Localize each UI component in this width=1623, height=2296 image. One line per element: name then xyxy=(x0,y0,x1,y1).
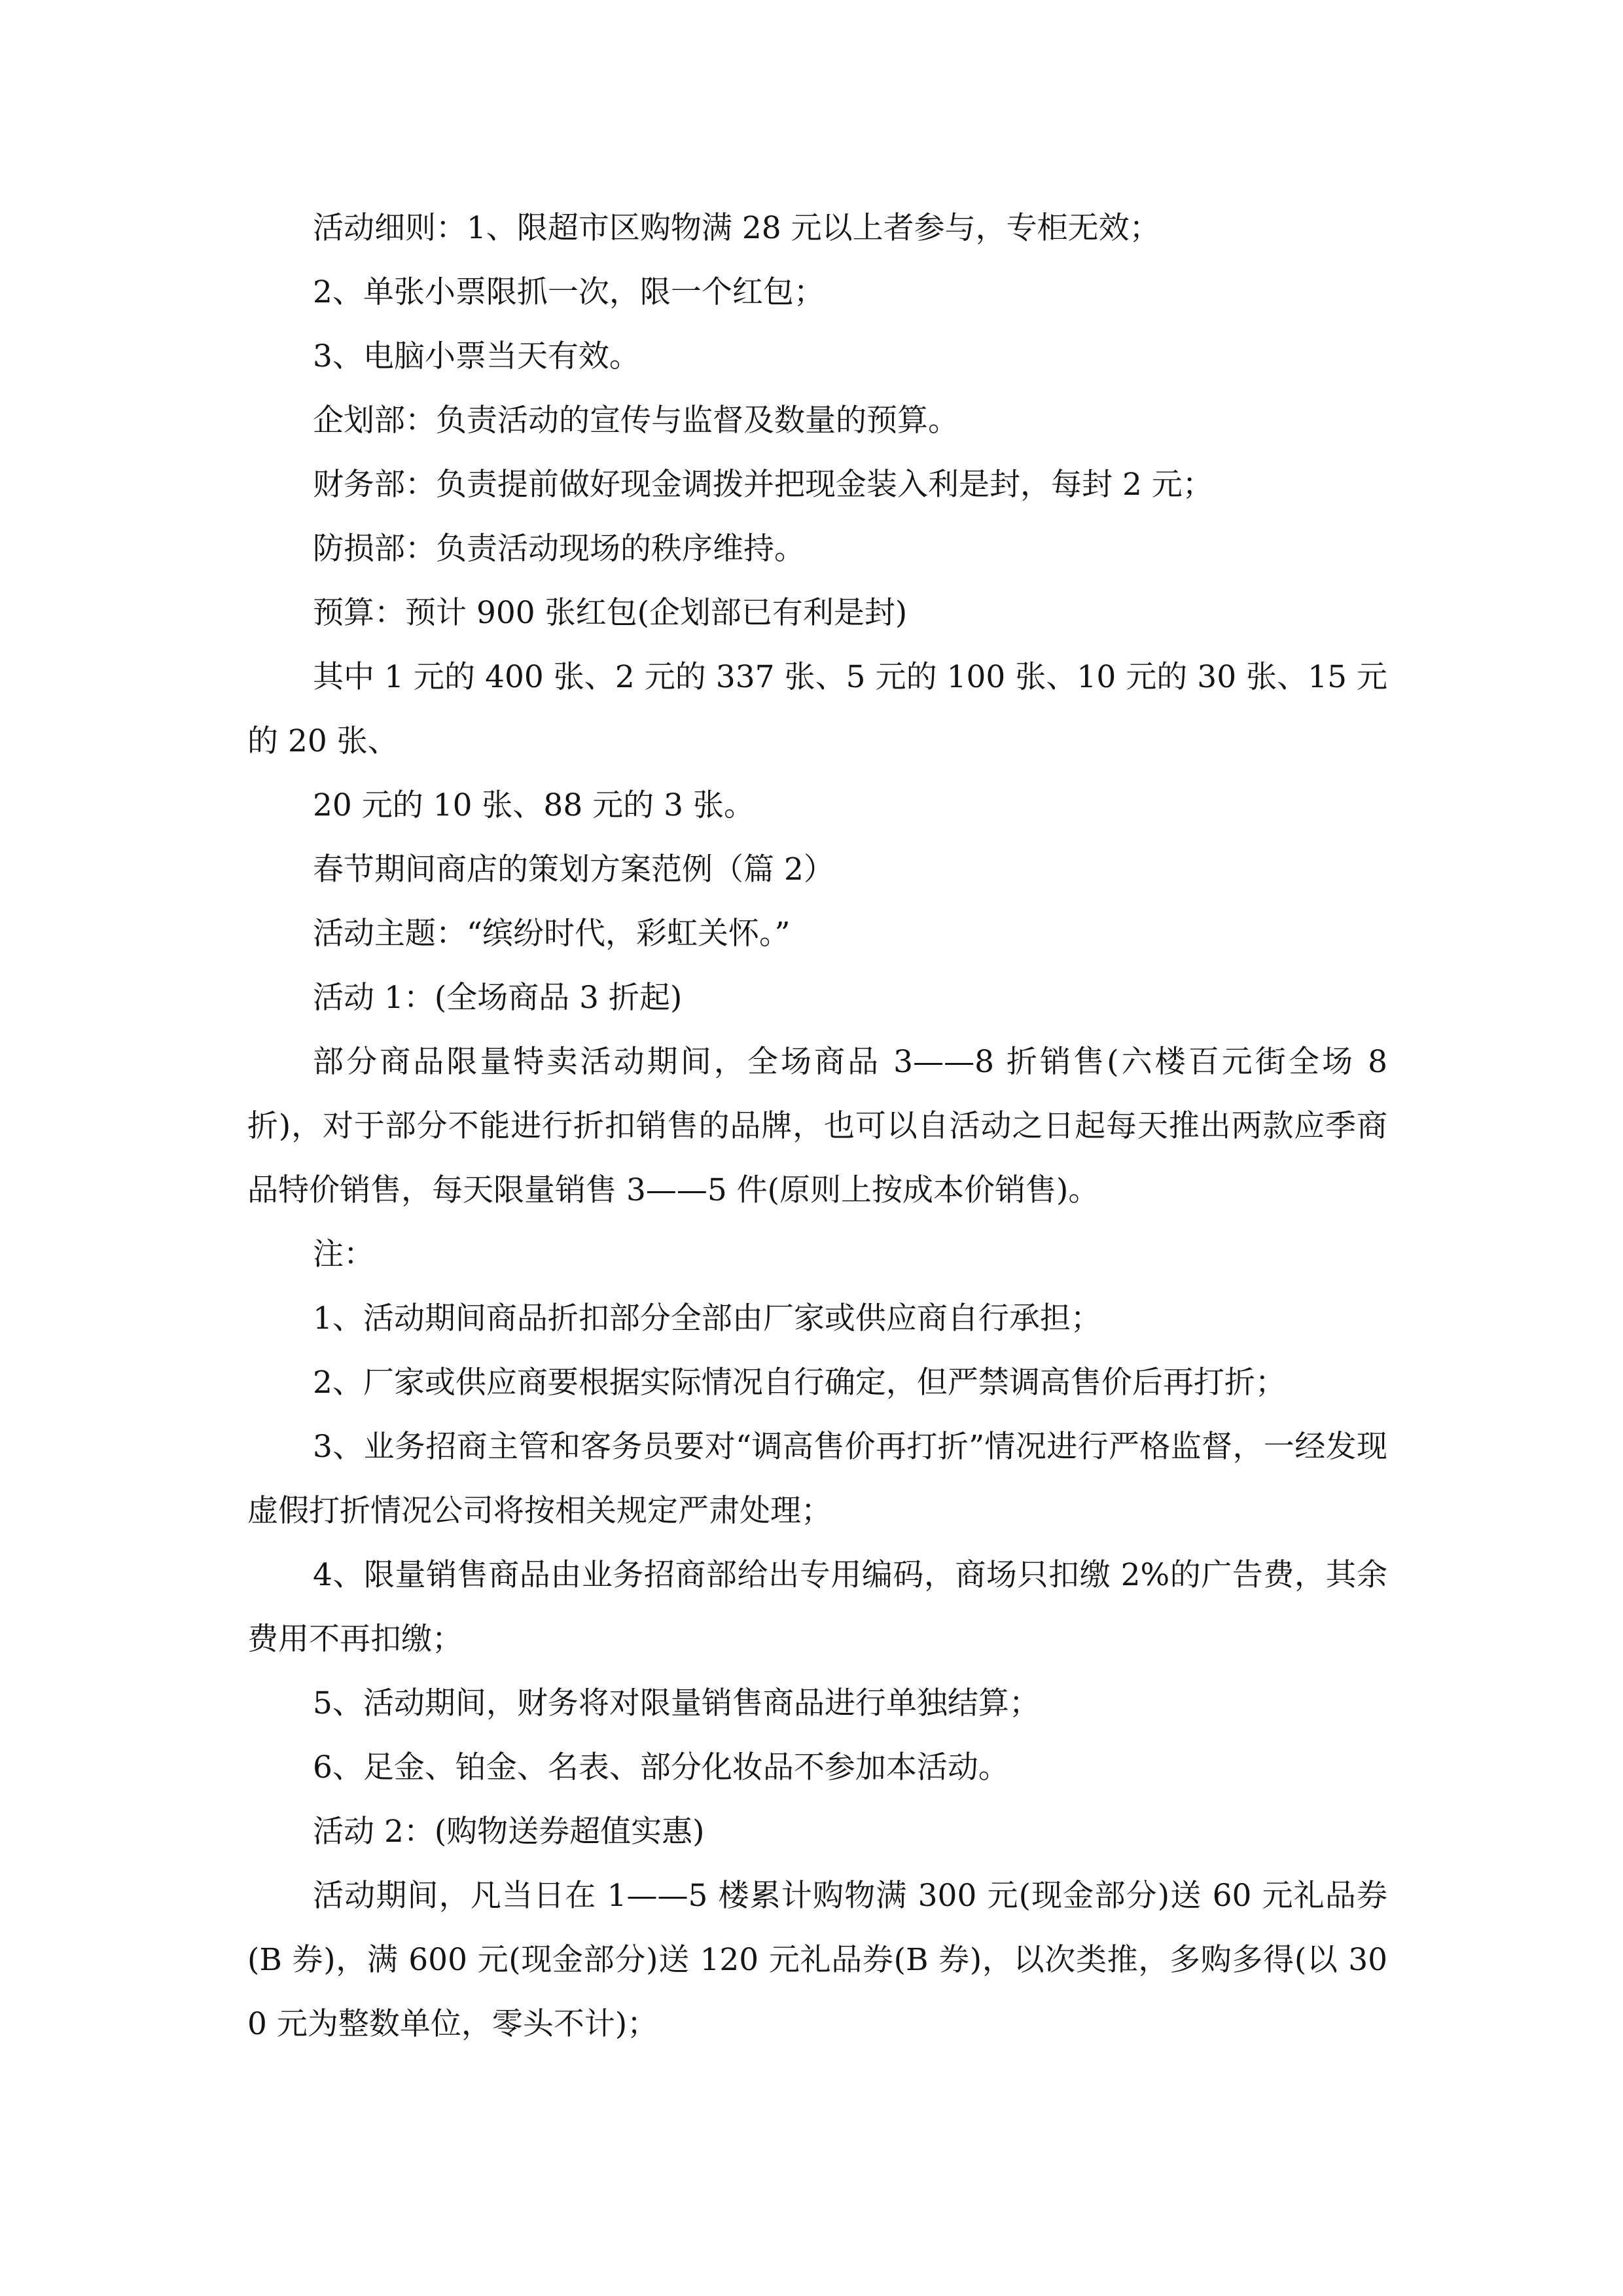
paragraph-activity-1-body: 部分商品限量特卖活动期间，全场商品 3——8 折销售(六楼百元街全场 8 折)，对于部分不能进行折扣销售的品牌，也可以自活动之日起每天推出两款应季商品特价销售，每天限量销售 3——5 件(原则上按成本价销售)。 xyxy=(247,1044,1387,1208)
paragraph-theme: 活动主题：“缤纷时代，彩虹关怀。” xyxy=(313,916,791,952)
section-heading: 春节期间商店的策划方案范例（篇 2） xyxy=(313,852,834,888)
paragraph-note-2: 2、厂家或供应商要根据实际情况自行确定，但严禁调高售价后再打折； xyxy=(313,1365,1286,1401)
paragraph-activity-1-title: 活动 1：(全场商品 3 折起) xyxy=(313,980,683,1016)
paragraph-budget-breakdown-cont: 20 元的 10 张、88 元的 3 张。 xyxy=(313,787,755,823)
paragraph-note-1: 1、活动期间商品折扣部分全部由厂家或供应商自行承担； xyxy=(313,1300,1101,1336)
paragraph-activity-2-body: 活动期间，凡当日在 1——5 楼累计购物满 300 元(现金部分)送 60 元礼品券(B 券)，满 600 元(现金部分)送 120 元礼品券(B 券)，以次类推，多购多得(以 300 元为整数单位，零头不计)； xyxy=(247,1878,1387,2042)
document-body xyxy=(247,196,1387,2056)
paragraph-note-3: 3、业务招商主管和客务员要对“调高售价再打折”情况进行严格监督，一经发现虚假打折情况公司将按相关规定严肃处理； xyxy=(247,1429,1387,1529)
paragraph-note-label: 注： xyxy=(313,1236,374,1272)
paragraph-rule-2: 2、单张小票限抓一次，限一个红包； xyxy=(313,274,825,310)
paragraph-rules: 活动细则：1、限超市区购物满 28 元以上者参与，专柜无效； xyxy=(313,210,1160,246)
paragraph-activity-2-title: 活动 2：(购物送券超值实惠) xyxy=(313,1814,705,1850)
paragraph-planning-dept: 企划部：负责活动的宣传与监督及数量的预算。 xyxy=(313,403,959,439)
paragraph-rule-3: 3、电脑小票当天有效。 xyxy=(313,338,640,374)
paragraph-budget: 预算：预计 900 张红包(企划部已有利是封) xyxy=(313,595,908,631)
paragraph-budget-breakdown: 其中 1 元的 400 张、2 元的 337 张、5 元的 100 张、10 元的 30 张、15 元的 20 张、 xyxy=(247,659,1387,759)
paragraph-note-4: 4、限量销售商品由业务招商部给出专用编码，商场只扣缴 2%的广告费，其余费用不再扣缴； xyxy=(247,1557,1387,1657)
paragraph-note-5: 5、活动期间，财务将对限量销售商品进行单独结算； xyxy=(313,1685,1040,1721)
paragraph-finance-dept: 财务部：负责提前做好现金调拨并把现金装入利是封，每封 2 元； xyxy=(313,467,1213,503)
paragraph-loss-prevention-dept: 防损部：负责活动现场的秩序维持。 xyxy=(313,531,805,567)
paragraph-note-6: 6、足金、铂金、名表、部分化妆品不参加本活动。 xyxy=(313,1749,1009,1785)
